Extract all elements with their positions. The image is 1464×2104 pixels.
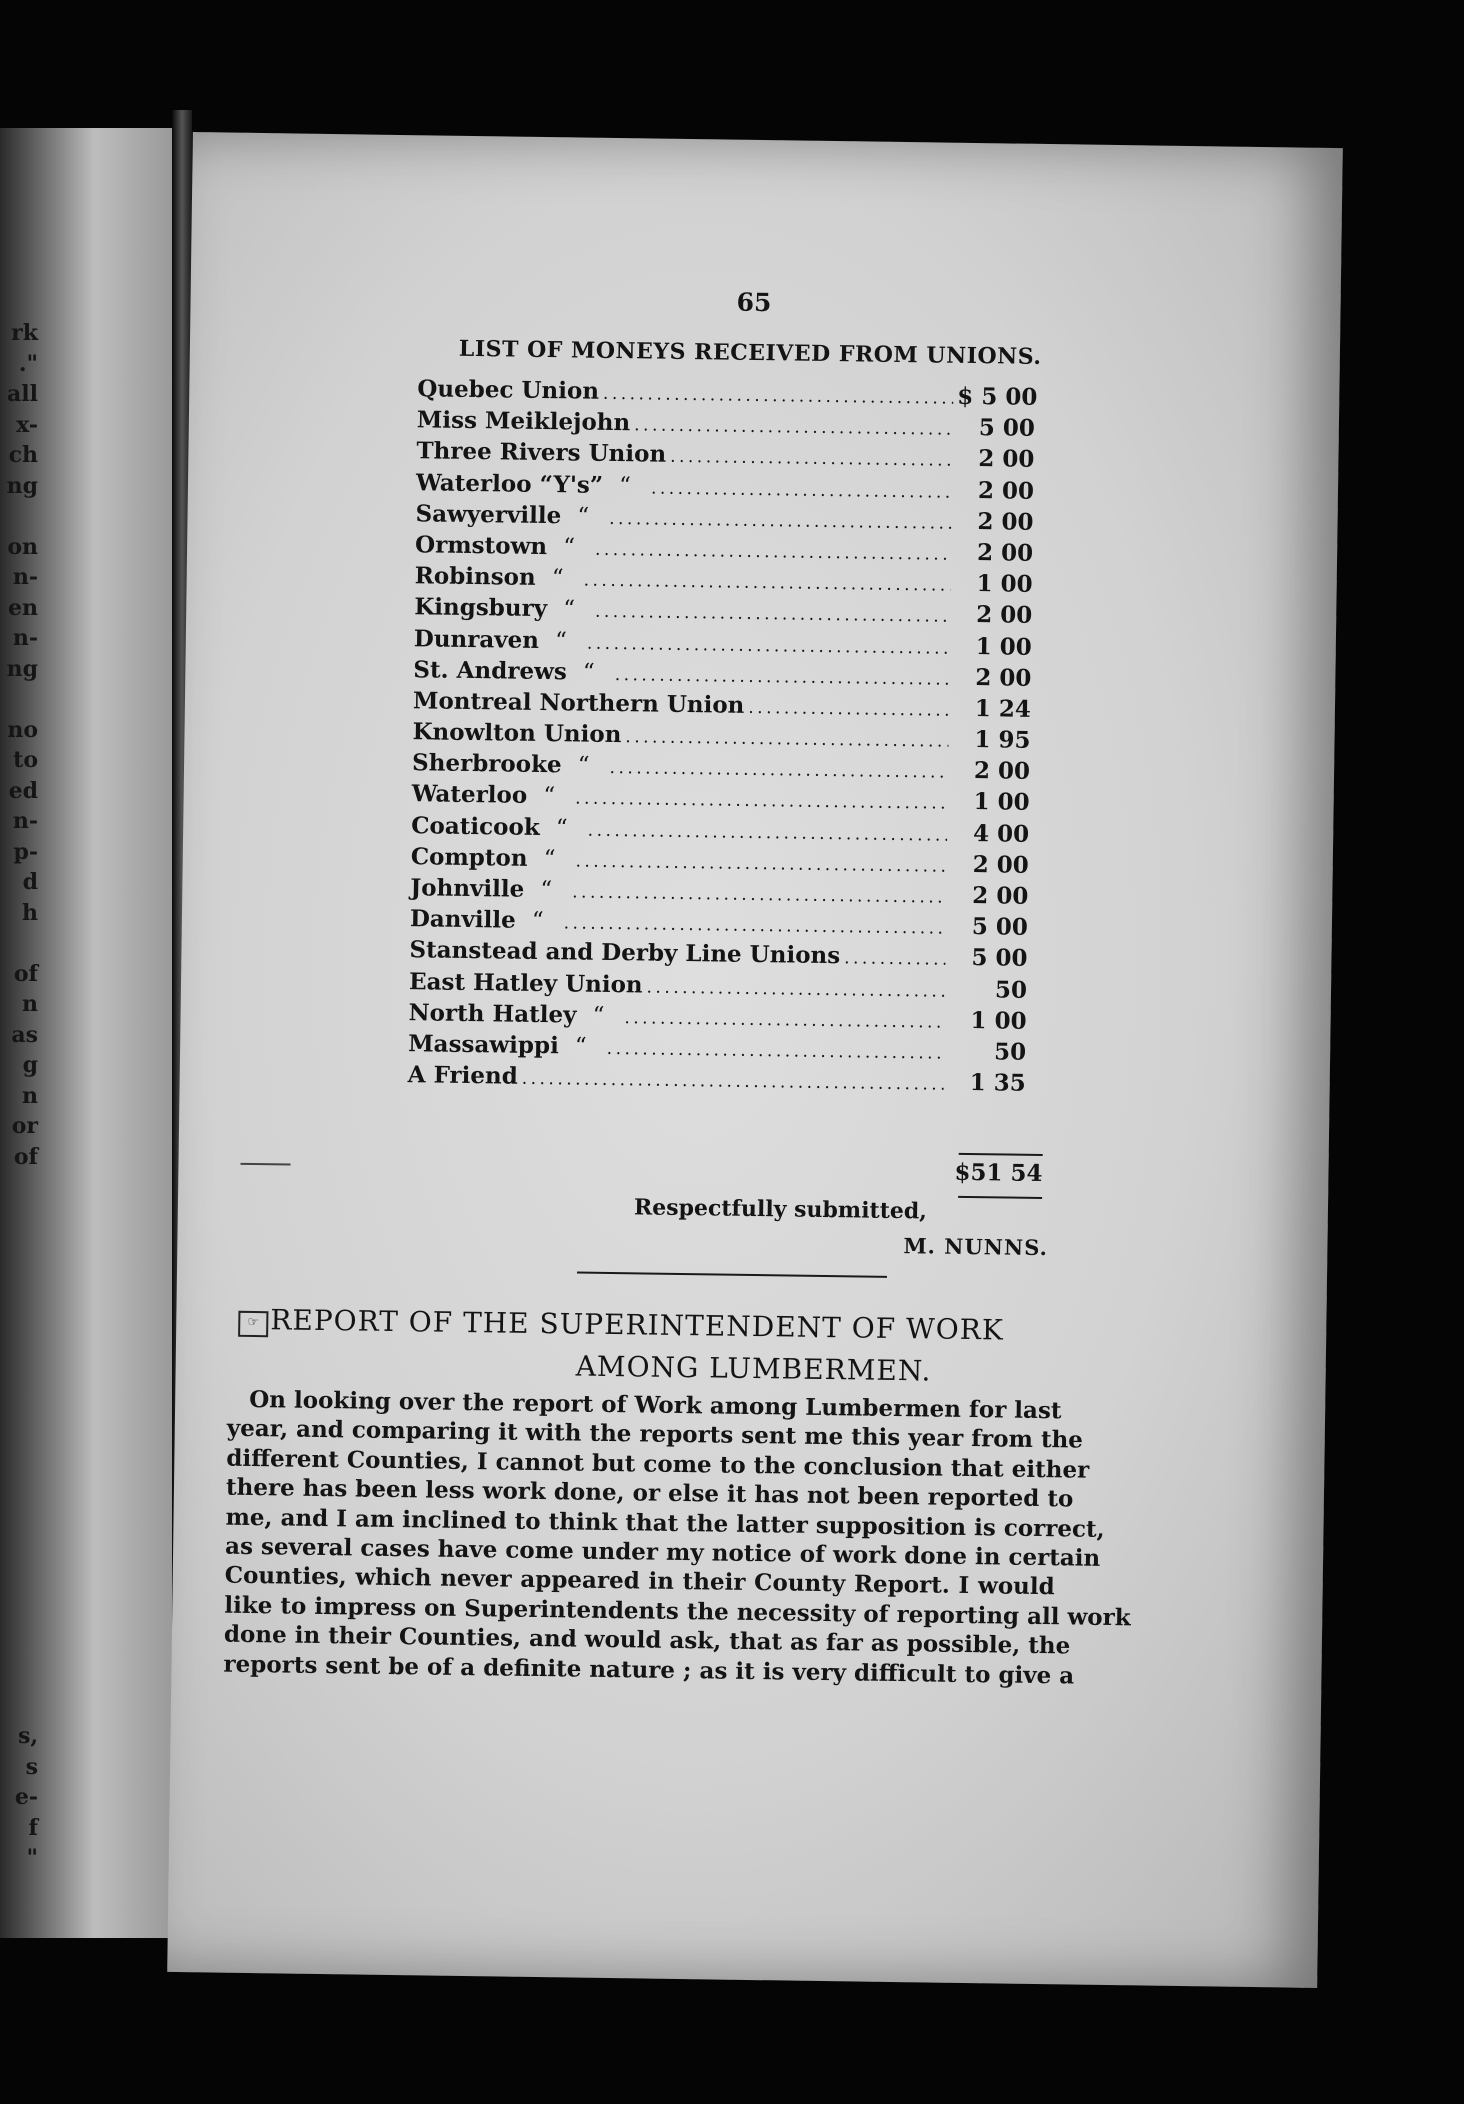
left-page-fragment: on bbox=[7, 533, 38, 560]
left-page-fragment: n- bbox=[12, 808, 38, 834]
total-amount: $51 54 bbox=[954, 1158, 1043, 1188]
dot-leader bbox=[634, 410, 953, 445]
amount: 2 00 bbox=[977, 507, 1034, 536]
left-page-fragment: g bbox=[22, 1052, 38, 1078]
ditto-mark: “ bbox=[574, 1033, 587, 1060]
left-page-fragment: as bbox=[11, 1021, 38, 1048]
dot-leader bbox=[624, 1003, 945, 1038]
dot-leader bbox=[609, 753, 948, 789]
dot-leader bbox=[670, 442, 953, 477]
report-heading-line1: REPORT OF THE SUPERINTENDENT OF WORK bbox=[270, 1303, 1004, 1347]
ditto-mark: “ bbox=[540, 876, 553, 904]
union-name: Massawippi bbox=[408, 1030, 559, 1060]
dot-leader bbox=[522, 1064, 944, 1101]
dot-leader bbox=[575, 846, 947, 882]
union-name: Sherbrooke bbox=[411, 749, 562, 779]
total-rule-top bbox=[959, 1153, 1043, 1156]
left-page-fragment: ." bbox=[18, 350, 38, 377]
amount: 5 00 bbox=[971, 944, 1028, 973]
left-page-fragment: d bbox=[22, 869, 38, 895]
body-line: different Counties, I cannot but come to the conclusion that either bbox=[226, 1444, 1090, 1484]
union-name: Montreal Northern Union bbox=[412, 687, 745, 719]
ditto-mark: “ bbox=[592, 1002, 605, 1029]
amount: 50 bbox=[993, 1038, 1027, 1066]
dot-leader bbox=[572, 877, 947, 913]
amount: 2 00 bbox=[975, 663, 1032, 692]
amount: 5 00 bbox=[978, 414, 1036, 443]
left-page-fragment: x- bbox=[16, 411, 38, 438]
body-line: Counties, which never appeared in their County Report. I would bbox=[224, 1562, 1055, 1601]
left-page-fragment: ng bbox=[6, 655, 38, 682]
union-name: Stanstead and Derby Line Unions bbox=[409, 936, 841, 970]
left-page-fragment: ed bbox=[8, 777, 38, 804]
union-name: St. Andrews bbox=[413, 655, 568, 686]
amount: 1 24 bbox=[974, 694, 1032, 723]
left-page-fragment bbox=[0, 1538, 40, 1569]
body-line: as several cases have come under my notice of work done in certain bbox=[224, 1532, 1101, 1572]
amount: 50 bbox=[994, 975, 1028, 1004]
left-page-fragment bbox=[0, 1325, 40, 1356]
body-line: done in their Counties, and would ask, that as far as possible, the bbox=[223, 1620, 1071, 1660]
left-page-fragment bbox=[0, 501, 40, 532]
total-rule-bottom bbox=[958, 1196, 1042, 1199]
dot-leader bbox=[595, 597, 951, 633]
left-page-fragment: ch bbox=[8, 442, 38, 468]
dot-leader bbox=[575, 784, 948, 820]
left-page-fragment: en bbox=[8, 594, 38, 621]
amount: 1 00 bbox=[976, 570, 1033, 598]
body-line: there has been less work done, or else it has not been reported to bbox=[225, 1473, 1074, 1513]
body-line: reports sent be of a definite nature ; as it is very difficult to give a bbox=[223, 1650, 1075, 1690]
amount: 2 00 bbox=[976, 538, 1034, 567]
left-page-fragment: of bbox=[13, 1143, 38, 1170]
list-title: LIST OF MONEYS RECEIVED FROM UNIONS. bbox=[458, 335, 1042, 370]
left-page-fragment: n bbox=[22, 1082, 38, 1109]
amount: 1 95 bbox=[974, 726, 1031, 754]
union-name: Miss Meiklejohn bbox=[416, 406, 631, 437]
left-page-fragment: no bbox=[7, 716, 38, 743]
dot-leader bbox=[748, 693, 949, 727]
union-name: Waterloo bbox=[411, 780, 528, 810]
union-name: Compton bbox=[410, 842, 528, 872]
left-page-text-fragments bbox=[0, 318, 40, 1874]
ditto-mark: “ bbox=[618, 472, 632, 499]
left-page-fragment bbox=[0, 928, 40, 959]
union-name: Kingsbury bbox=[414, 593, 548, 623]
union-name: Waterloo “Y's” bbox=[415, 468, 604, 499]
amount: 2 00 bbox=[973, 757, 1031, 786]
ditto-mark: “ bbox=[577, 503, 590, 530]
left-page-fragment: of bbox=[13, 960, 38, 987]
section-divider bbox=[577, 1272, 887, 1278]
left-page-fragment bbox=[0, 1294, 40, 1325]
left-page-fragment bbox=[0, 1416, 40, 1447]
left-page-margin bbox=[0, 128, 172, 1938]
dot-leader bbox=[646, 972, 945, 1007]
left-page-fragment: s bbox=[25, 1753, 38, 1780]
amount: 1 00 bbox=[970, 1006, 1027, 1035]
left-page-fragment: or bbox=[11, 1113, 38, 1139]
left-page-fragment bbox=[0, 1264, 40, 1295]
dot-leader bbox=[603, 379, 954, 415]
left-page-fragment bbox=[0, 1386, 40, 1417]
dot-leader bbox=[651, 473, 952, 508]
left-page-fragment bbox=[0, 1691, 40, 1722]
dot-leader bbox=[625, 722, 949, 758]
left-page-fragment: p- bbox=[13, 838, 38, 865]
union-name: Ormstown bbox=[414, 531, 548, 560]
ditto-mark: “ bbox=[577, 752, 590, 779]
union-name: Robinson bbox=[414, 562, 536, 592]
ditto-mark: “ bbox=[531, 908, 544, 935]
dot-leader bbox=[588, 815, 948, 851]
left-page-fragment: n- bbox=[12, 625, 38, 651]
amount: 2 00 bbox=[978, 445, 1035, 474]
left-page-fragment: ng bbox=[6, 472, 38, 499]
ditto-mark: “ bbox=[563, 534, 576, 561]
left-page-fragment bbox=[0, 1233, 40, 1264]
union-name: North Hatley bbox=[408, 998, 577, 1029]
union-name: Danville bbox=[409, 905, 516, 934]
amount: 4 00 bbox=[972, 819, 1030, 848]
union-name: East Hatley Union bbox=[408, 967, 643, 998]
closing-line: Respectfully submitted, bbox=[633, 1194, 928, 1225]
left-page-fragment: s, bbox=[17, 1723, 38, 1749]
dot-leader bbox=[609, 504, 952, 540]
union-name: Knowlton Union bbox=[412, 718, 622, 749]
left-page-fragment bbox=[0, 1508, 40, 1539]
ditto-mark: “ bbox=[562, 596, 576, 623]
dot-leader bbox=[595, 535, 951, 571]
union-name: Sawyerville bbox=[415, 499, 562, 529]
body-line: year, and comparing it with the reports sent me this year from the bbox=[226, 1415, 1084, 1455]
ditto-mark: “ bbox=[543, 845, 556, 873]
left-page-fragment bbox=[0, 1599, 40, 1630]
left-page-fragment bbox=[0, 1447, 40, 1478]
amount: 1 35 bbox=[969, 1069, 1026, 1097]
amount: 1 00 bbox=[975, 632, 1032, 661]
dot-leader bbox=[587, 628, 950, 664]
moneys-list bbox=[408, 373, 1036, 1099]
left-page-fragment: all bbox=[7, 381, 38, 407]
dot-leader bbox=[844, 944, 946, 976]
right-page bbox=[167, 132, 1343, 1988]
left-page-fragment bbox=[0, 1172, 40, 1203]
dot-leader bbox=[583, 566, 950, 602]
report-heading-line2: AMONG LUMBERMEN. bbox=[575, 1349, 932, 1388]
amount: $ 5 00 bbox=[957, 382, 1038, 411]
union-name: A Friend bbox=[407, 1061, 519, 1090]
left-page-fragment: e- bbox=[14, 1784, 38, 1810]
left-page-fragment: n bbox=[22, 991, 38, 1017]
left-page-fragment bbox=[0, 1477, 40, 1508]
union-name: Johnville bbox=[410, 874, 525, 903]
left-page-fragment bbox=[0, 684, 40, 715]
amount: 2 00 bbox=[972, 882, 1029, 910]
amount: 1 00 bbox=[973, 788, 1030, 817]
left-page-fragment: rk bbox=[11, 320, 38, 346]
body-line: me, and I am inclined to think that the latter supposition is correct, bbox=[225, 1503, 1105, 1543]
left-page-fragment bbox=[0, 1630, 40, 1661]
body-line: On looking over the report of Work among Lumbermen for last bbox=[249, 1385, 1062, 1425]
union-name: Three Rivers Union bbox=[416, 437, 667, 469]
dot-leader bbox=[607, 1034, 945, 1070]
ditto-mark: “ bbox=[551, 565, 564, 592]
left-page-fragment bbox=[0, 1203, 40, 1234]
left-page-fragment bbox=[0, 1569, 40, 1600]
left-page-fragment: f bbox=[28, 1814, 38, 1841]
left-page-fragment bbox=[0, 1355, 40, 1386]
union-name: Coaticook bbox=[411, 811, 540, 841]
left-page-fragment: h bbox=[22, 899, 38, 926]
left-page-fragment: to bbox=[13, 747, 38, 773]
report-body bbox=[223, 1385, 1131, 1691]
ditto-mark: “ bbox=[554, 627, 568, 654]
body-line: like to impress on Superintendents the necessity of reporting all work bbox=[224, 1591, 1131, 1632]
pointing-hand-icon: ☞ bbox=[238, 1311, 268, 1337]
amount: 2 00 bbox=[977, 476, 1035, 505]
union-name: Quebec Union bbox=[417, 375, 600, 405]
ditto-mark: “ bbox=[582, 659, 595, 686]
amount: 2 00 bbox=[976, 601, 1033, 630]
left-page-fragment: n- bbox=[12, 564, 38, 590]
ditto-mark: “ bbox=[555, 814, 568, 841]
signature: M. NUNNS. bbox=[903, 1233, 1049, 1261]
page-number: 65 bbox=[736, 287, 772, 318]
left-page-fragment bbox=[0, 1660, 40, 1691]
amount: 5 00 bbox=[971, 913, 1029, 941]
amount: 2 00 bbox=[972, 850, 1029, 879]
left-page-fragment: " bbox=[26, 1845, 38, 1871]
margin-dash bbox=[240, 1163, 290, 1166]
union-name: Dunraven bbox=[413, 624, 540, 654]
ditto-mark: “ bbox=[543, 783, 556, 810]
